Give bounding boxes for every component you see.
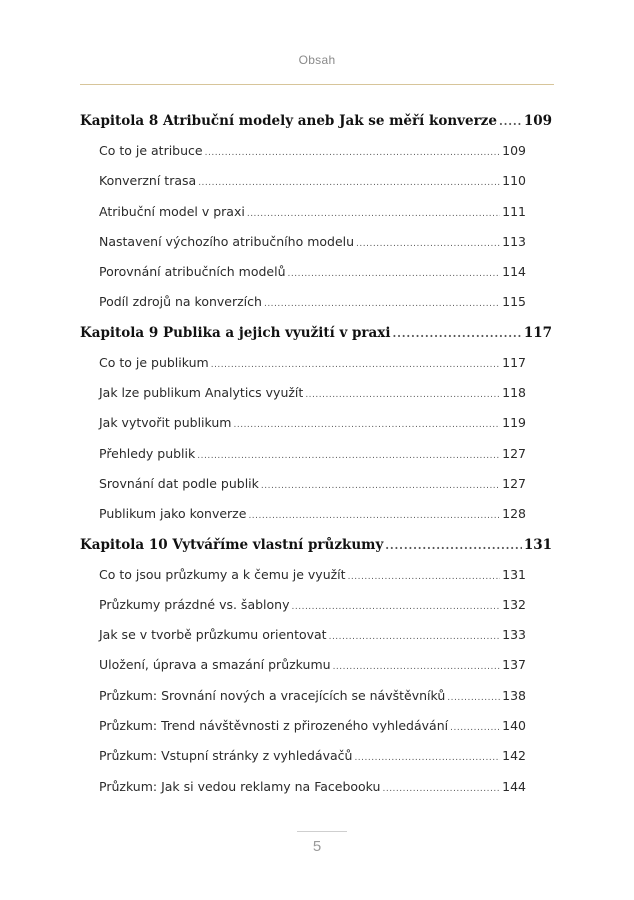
toc-dot-leader xyxy=(205,138,501,168)
toc-section-entry xyxy=(80,711,554,741)
toc-entry-title: Průzkum: Srovnání nových a vracejících se návštěvníků xyxy=(99,687,446,703)
toc-entry-title: Co to jsou průzkumy a k čemu je využít xyxy=(99,566,346,582)
toc-chapter-entry xyxy=(80,318,554,348)
toc-dot-leader xyxy=(392,319,521,349)
footer-divider xyxy=(297,831,347,832)
toc-dot-leader xyxy=(447,683,500,713)
toc-entry-title: Průzkum: Jak si vedou reklamy na Facebooku xyxy=(99,778,381,794)
toc-entry-page: 127 xyxy=(502,445,526,461)
toc-section-entry xyxy=(80,620,554,650)
toc-chapter-entry xyxy=(80,530,554,560)
toc-entry-page: 132 xyxy=(502,596,526,612)
toc-entry-page: 119 xyxy=(502,415,526,431)
toc-entry-title: Kapitola 9 Publika a jejich využití v praxi xyxy=(80,324,391,341)
toc-section-entry xyxy=(80,681,554,711)
toc-entry-page: 133 xyxy=(502,627,526,643)
toc-entry-page: 111 xyxy=(502,203,526,219)
toc-entry-page: 131 xyxy=(523,536,552,553)
toc-section-entry xyxy=(80,197,554,227)
toc-section-entry xyxy=(80,408,554,438)
toc-dot-leader xyxy=(499,107,522,137)
toc-section-entry xyxy=(80,772,554,802)
toc-entry-page: 113 xyxy=(502,233,526,249)
toc-dot-leader xyxy=(450,713,500,743)
toc-entry-title: Publikum jako konverze xyxy=(99,506,247,522)
toc-entry-title: Atribuční model v praxi xyxy=(99,203,245,219)
toc-entry-page: 128 xyxy=(502,506,526,522)
toc-entry-page: 117 xyxy=(523,324,552,341)
toc-entry-title: Konverzní trasa xyxy=(99,173,197,189)
toc-chapter-entry xyxy=(80,106,554,136)
toc-dot-leader xyxy=(292,592,501,622)
toc-section-entry xyxy=(80,560,554,590)
toc-dot-leader xyxy=(356,229,500,259)
toc-dot-leader xyxy=(382,774,500,804)
toc-section-entry xyxy=(80,650,554,680)
toc-dot-leader xyxy=(264,289,500,319)
toc-dot-leader xyxy=(248,501,500,531)
toc-dot-leader xyxy=(348,562,501,592)
toc-dot-leader xyxy=(385,531,522,561)
toc-dot-leader xyxy=(288,259,501,289)
toc-section-entry xyxy=(80,741,554,771)
toc-entry-title: Přehledy publik xyxy=(99,445,196,461)
table-of-contents xyxy=(80,106,554,802)
toc-dot-leader xyxy=(333,652,501,682)
toc-entry-title: Průzkum: Vstupní stránky z vyhledávačů xyxy=(99,748,353,764)
toc-section-entry xyxy=(80,227,554,257)
toc-entry-page: 137 xyxy=(502,657,526,673)
toc-entry-page: 109 xyxy=(523,113,552,129)
toc-entry-title: Jak vytvořit publikum xyxy=(99,415,232,431)
toc-entry-page: 109 xyxy=(502,143,526,158)
toc-entry-title: Srovnání dat podle publik xyxy=(99,475,259,491)
toc-dot-leader xyxy=(247,199,500,229)
header-divider xyxy=(80,84,554,85)
toc-section-entry xyxy=(80,287,554,317)
toc-section-entry xyxy=(80,136,554,166)
toc-entry-title: Co to je atribuce xyxy=(99,143,203,158)
toc-entry-page: 115 xyxy=(502,294,526,310)
toc-section-entry xyxy=(80,469,554,499)
toc-section-entry xyxy=(80,257,554,287)
toc-entry-title: Porovnání atribučních modelů xyxy=(99,264,286,280)
toc-entry-page: 110 xyxy=(502,173,526,189)
toc-dot-leader xyxy=(354,743,500,773)
toc-dot-leader xyxy=(211,350,500,380)
toc-entry-title: Průzkumy prázdné vs. šablony xyxy=(99,596,290,612)
page-number: 5 xyxy=(312,838,322,855)
page-header-title: Obsah xyxy=(298,53,336,67)
toc-dot-leader xyxy=(329,622,501,652)
toc-entry-page: 117 xyxy=(502,354,526,370)
toc-dot-leader xyxy=(261,471,500,501)
toc-entry-page: 127 xyxy=(502,475,526,491)
toc-section-entry xyxy=(80,166,554,196)
toc-entry-title: Jak se v tvorbě průzkumu orientovat xyxy=(99,627,327,643)
toc-entry-title: Průzkum: Trend návštěvnosti z přirozeného vyhledávání xyxy=(99,718,449,734)
toc-entry-title: Kapitola 8 Atribuční modely aneb Jak se měří konverze xyxy=(80,113,497,129)
toc-section-entry xyxy=(80,439,554,469)
toc-dot-leader xyxy=(305,380,500,410)
toc-entry-page: 144 xyxy=(502,778,526,794)
toc-dot-leader xyxy=(198,168,500,198)
toc-entry-page: 131 xyxy=(502,566,526,582)
toc-section-entry xyxy=(80,378,554,408)
toc-section-entry xyxy=(80,590,554,620)
toc-entry-title: Jak lze publikum Analytics využít xyxy=(99,385,304,401)
toc-section-entry xyxy=(80,499,554,529)
toc-entry-title: Nastavení výchozího atribučního modelu xyxy=(99,233,355,249)
toc-entry-page: 114 xyxy=(502,264,526,280)
toc-entry-page: 142 xyxy=(502,748,526,764)
toc-dot-leader xyxy=(233,410,500,440)
toc-entry-title: Uložení, úprava a smazání průzkumu xyxy=(99,657,331,673)
toc-entry-title: Podíl zdrojů na konverzích xyxy=(99,294,262,310)
toc-entry-page: 118 xyxy=(502,385,526,401)
toc-section-entry xyxy=(80,348,554,378)
toc-entry-title: Kapitola 10 Vytváříme vlastní průzkumy xyxy=(80,536,384,553)
toc-dot-leader xyxy=(197,441,500,471)
toc-entry-title: Co to je publikum xyxy=(99,354,209,370)
toc-entry-page: 140 xyxy=(502,718,526,734)
toc-entry-page: 138 xyxy=(502,687,526,703)
